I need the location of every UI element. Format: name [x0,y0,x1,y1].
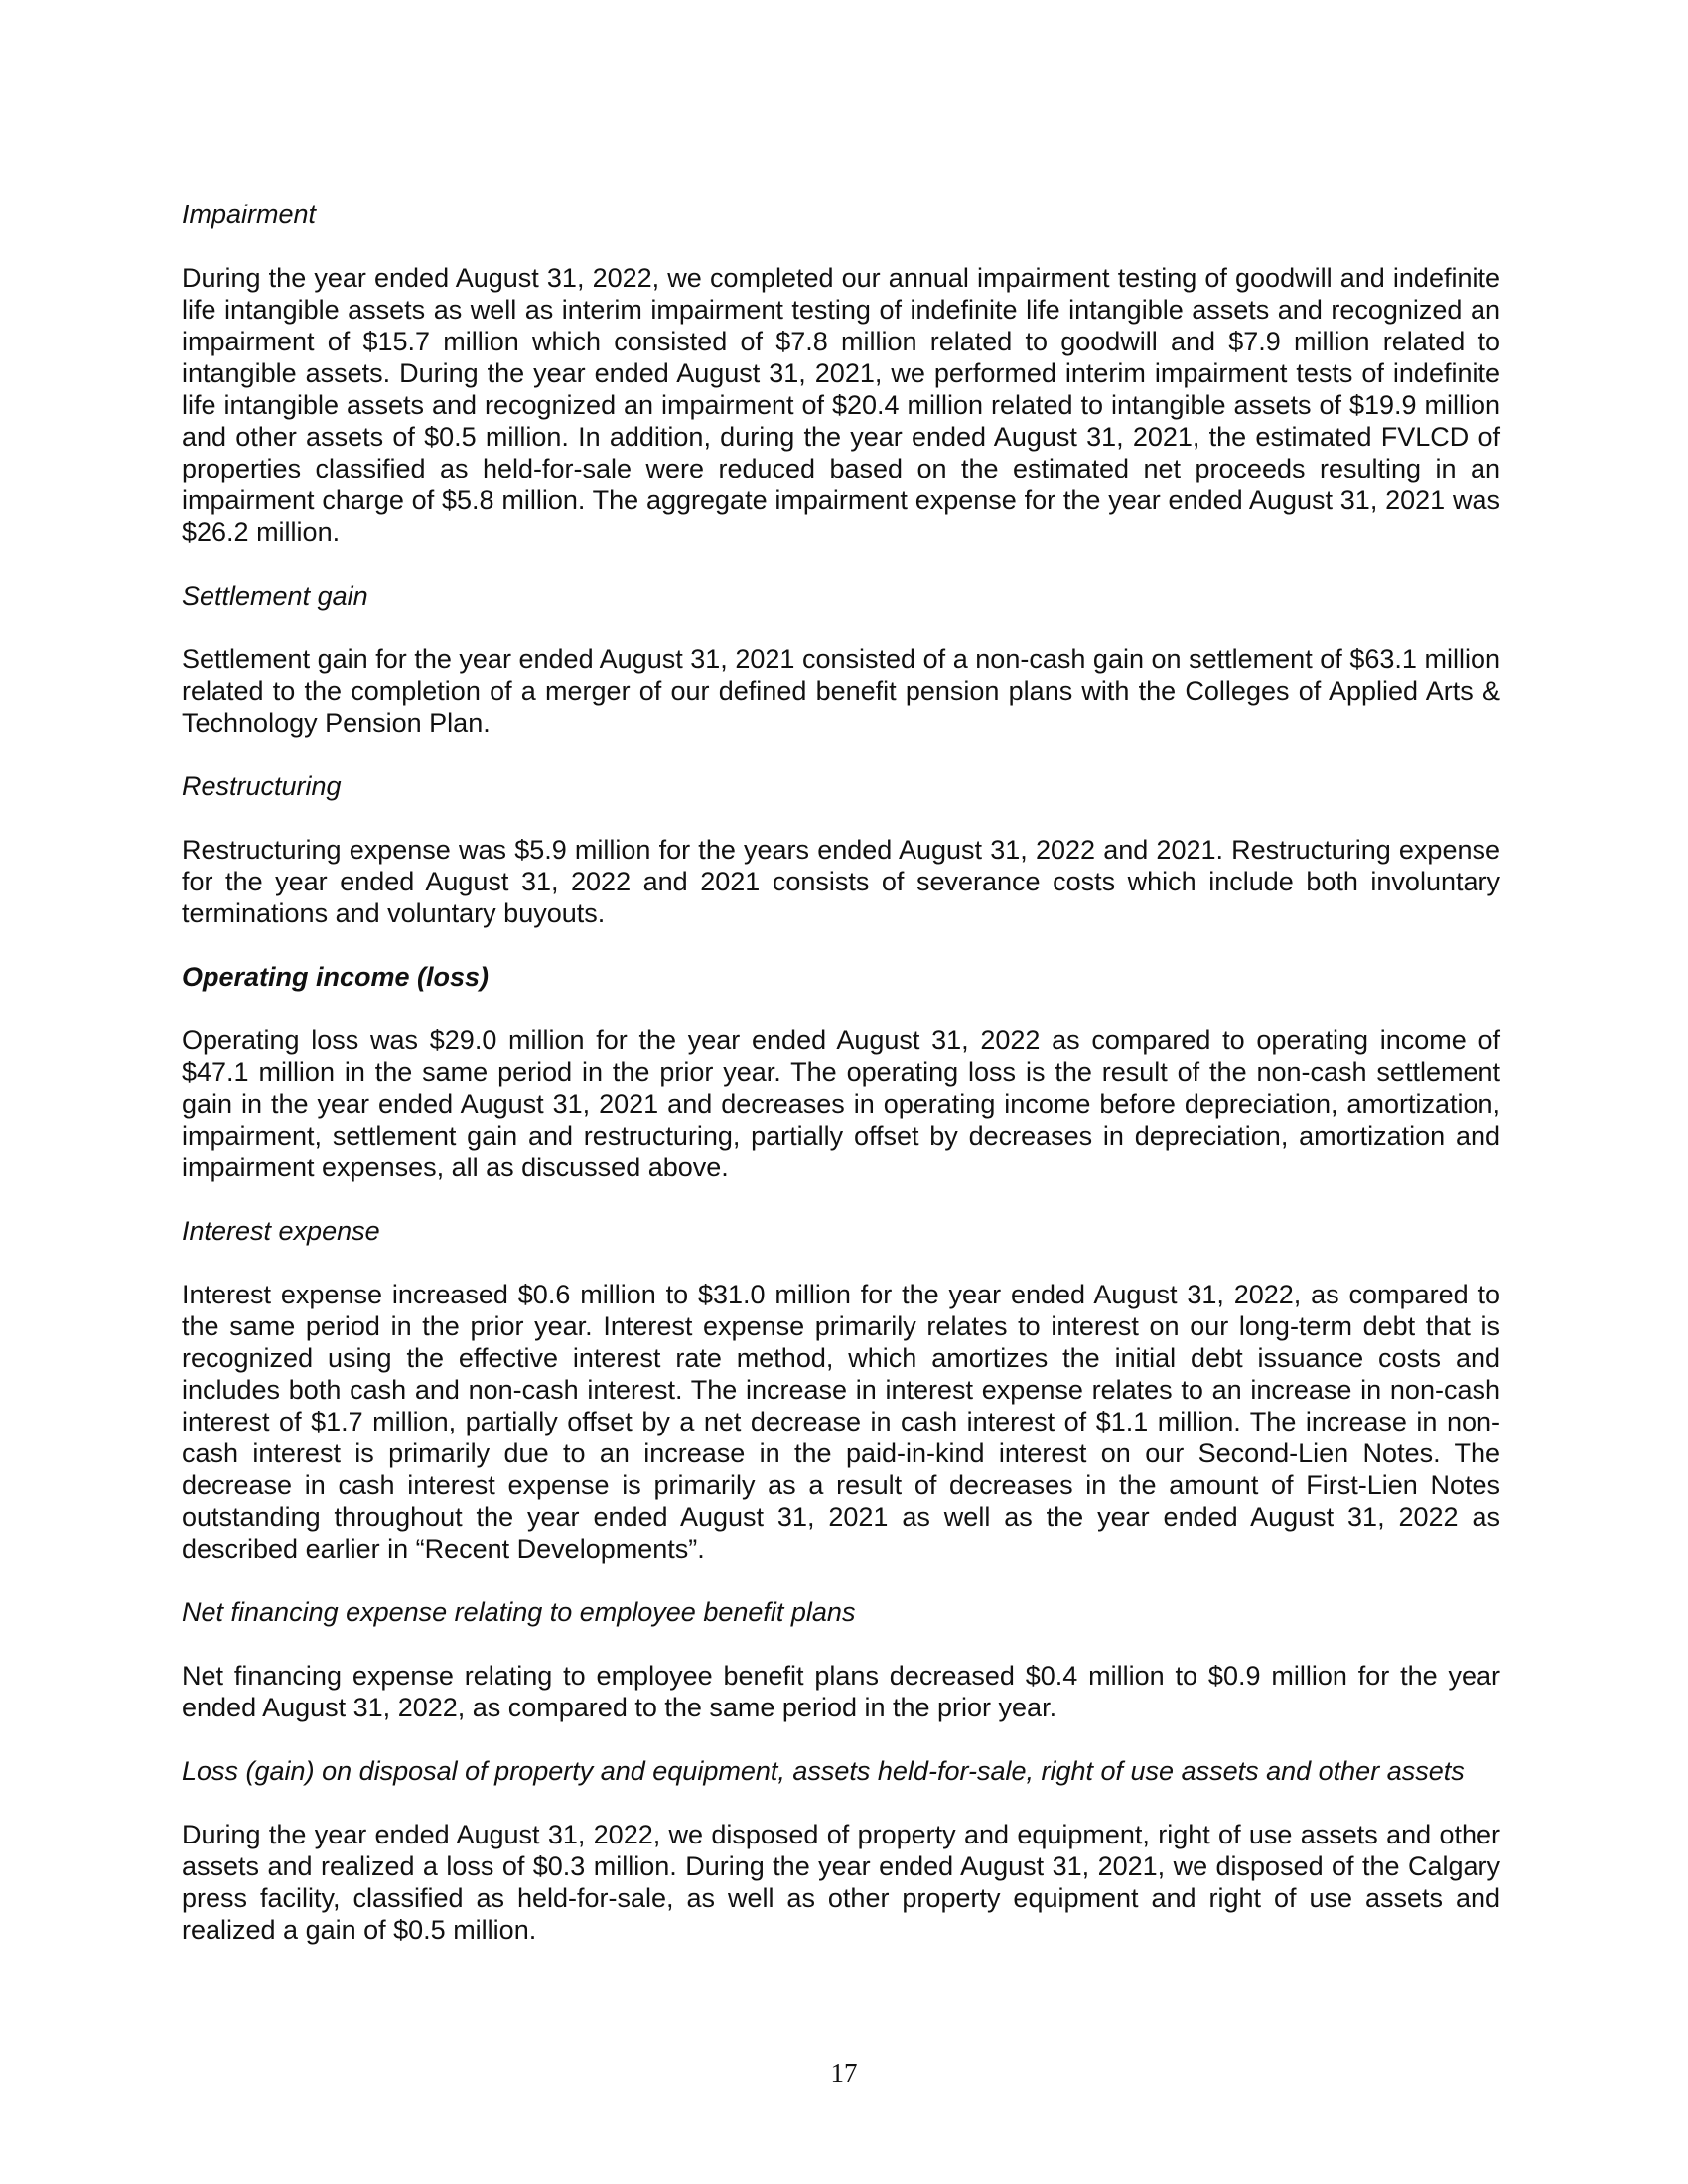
section-heading-net-financing-expense: Net financing expense relating to employee benefit plans [182,1597,856,1627]
page-content [182,199,1500,1978]
section-paragraph-interest-expense: Interest expense increased $0.6 million to $31.0 million for the year ended August 31, 2022, as compared to the same period in the prior year. Interest expense primarily relates to interest on our long-term debt that is recognized using the effective interest rate method, which amortizes the initial debt issuance costs and includes both cash and non-cash interest. The increase in interest expense relates to an increase in non-cash interest of $1.7 million, partially offset by a net decrease in cash interest of $1.1 million. The increase in non-cash interest is primarily due to an increase in the paid-in-kind interest on our Second-Lien Notes. The decrease in cash interest expense is primarily as a result of decreases in the amount of First-Lien Notes outstanding throughout the year ended August 31, 2021 as well as the year ended August 31, 2022 as described earlier in “Recent Developments”. [182,1280,1500,1564]
section-paragraph-net-financing-expense: Net financing expense relating to employee benefit plans decreased $0.4 million to $0.9 million for the year ended August 31, 2022, as compared to the same period in the prior year. [182,1661,1500,1722]
section-heading-settlement-gain: Settlement gain [182,581,368,611]
section-paragraph-restructuring: Restructuring expense was $5.9 million for the years ended August 31, 2022 and 2021. Restructuring expense for the year ended August 31, 2022 and 2021 consists of severance costs which include both involuntary terminations and voluntary buyouts. [182,835,1500,928]
section-paragraph-disposal-loss-gain: During the year ended August 31, 2022, we disposed of property and equipment, right of use assets and other assets and realized a loss of $0.3 million. During the year ended August 31, 2021, we disposed of the Calgary press facility, classified as held-for-sale, as well as other property equipment and right of use assets and realized a gain of $0.5 million. [182,1820,1500,1945]
page-number: 17 [830,2058,858,2088]
section-heading-restructuring: Restructuring [182,771,342,801]
section-paragraph-operating-income: Operating loss was $29.0 million for the year ended August 31, 2022 as compared to operating income of $47.1 million in the same period in the prior year. The operating loss is the result of the non-cash settlement gain in the year ended August 31, 2021 and decreases in operating income before depreciation, amortization, impairment, settlement gain and restructuring, partially offset by decreases in depreciation, amortization and impairment expenses, all as discussed above. [182,1025,1500,1182]
section-heading-operating-income: Operating income (loss) [182,962,490,992]
section-heading-impairment: Impairment [182,200,317,229]
section-paragraph-settlement-gain: Settlement gain for the year ended August 31, 2021 consisted of a non-cash gain on settlement of $63.1 million related to the completion of a merger of our defined benefit pension plans with the Colleges of Applied Arts & Technology Pension Plan. [182,644,1500,738]
section-heading-disposal-loss-gain: Loss (gain) on disposal of property and equipment, assets held-for-sale, right of use assets and other assets [182,1756,1465,1786]
section-paragraph-impairment: During the year ended August 31, 2022, we completed our annual impairment testing of goodwill and indefinite life intangible assets as well as interim impairment testing of indefinite life intangible assets and recognized an impairment of $15.7 million which consisted of $7.8 million related to goodwill and $7.9 million related to intangible assets. During the year ended August 31, 2021, we performed interim impairment tests of indefinite life intangible assets and recognized an impairment of $20.4 million related to intangible assets of $19.9 million and other assets of $0.5 million. In addition, during the year ended August 31, 2021, the estimated FVLCD of properties classified as held-for-sale were reduced based on the estimated net proceeds resulting in an impairment charge of $5.8 million. The aggregate impairment expense for the year ended August 31, 2021 was $26.2 million. [182,263,1500,547]
section-heading-interest-expense: Interest expense [182,1216,380,1246]
